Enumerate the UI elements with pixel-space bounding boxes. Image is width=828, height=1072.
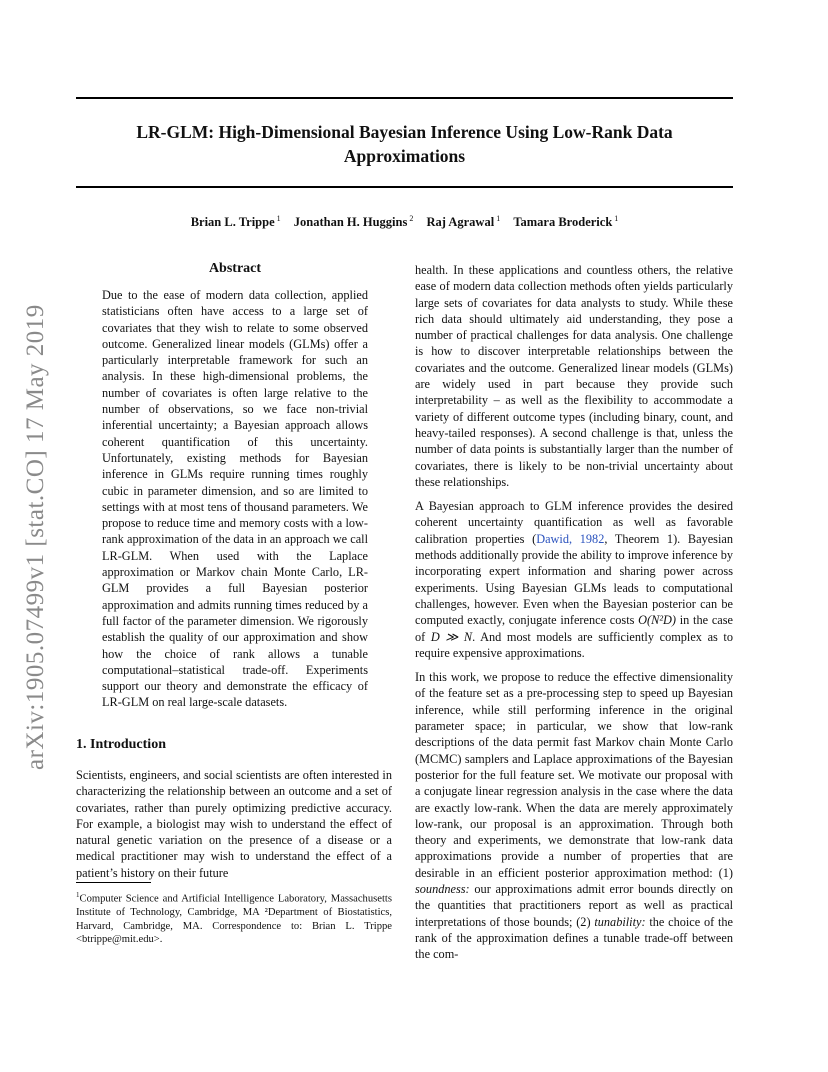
author-list bbox=[76, 214, 733, 230]
footnote-rule bbox=[76, 882, 151, 883]
arxiv-stamp: arXiv:1905.07499v1 [stat.CO] 17 May 2019 bbox=[22, 304, 49, 770]
section-heading-introduction: 1. Introduction bbox=[76, 737, 166, 752]
paper-title bbox=[76, 120, 733, 168]
title-rule-bottom bbox=[76, 186, 733, 188]
title-rule-top bbox=[76, 97, 733, 99]
math-condition: D ≫ N bbox=[430, 629, 473, 644]
title-line-2: Approximations bbox=[343, 146, 466, 166]
footnote-text: Computer Science and Artificial Intelligence Laboratory, Massachusetts Institute of Technology, Cambridge, MA ²Department of Biostatistics, Harvard, Cambridge, MA. Correspondence to: Brian L. Trippe <btrippe@mit.edu>. bbox=[76, 893, 392, 946]
emphasis-soundness: soundness: bbox=[415, 881, 470, 896]
math-complexity: O(N²D) bbox=[638, 613, 676, 628]
right-paragraph-1: health. In these applications and countless others, the relative ease of modern data collection methods often yields particularly large sets of covariates for data analysts to study. While these rich data should ultimately aid understanding, they pose a number of practical challenges for data analysis. One challenge is how to discover interpretable relationships between the covariates and the outcome. Generalized linear models (GLMs) are widely used in part because they provide such interpretability – as well as the flexibility to accommodate a variety of different outcome types (including binary, count, and heavy-tailed responses). A second challenge is that, unless the number of data points is substantially larger than the number of covariates, there is likely to be non-trivial uncertainty about these relationships. bbox=[415, 263, 733, 489]
author: Brian L. Trippe $^1$ bbox=[190, 214, 281, 230]
right-paragraph-3: In this work, we propose to reduce the effective dimensionality of the feature set as a pre-processing step to speed up Bayesian inference, while still performing inference in the original parameter space; in particular, we show that low-rank descriptions of the data permit fast Markov chain Monte Carlo (MCMC) samplers and Laplace approximations of the Bayesian posterior for the full feature set. We motivate our proposal with a conjugate linear regression analysis in the case where the data are exactly low-rank. When the data are merely approximately low-rank, our proposal is an approximation. Through both theory and experiments, we demonstrate that low-rank data approximations provide a number of properties that are desirable in an efficient posterior approximation method: (1) soundness: our approximations admit error bounds directly on the quantities that practitioners report as well as practical interpretations of those bounds; (2) tunability: the choice of the rank of the approximation defines a tunable trade-off between the com- bbox=[415, 670, 733, 962]
right-paragraph-2: A Bayesian approach to GLM inference provides the desired coherent uncertainty quantification as well as favorable calibration properties (Dawid, 1982, Theorem 1). Bayesian methods additionally provide the ability to improve inference by incorporating expert information and sharing power across experiments. Using Bayesian GLMs leads to computational challenges, however. Even when the Bayesian posterior can be computed exactly, conjugate inference costs O(N²D) in the case of D ≫ N. And most models are sufficiently complex as to require expensive approximations. bbox=[415, 499, 733, 660]
footnote bbox=[76, 889, 392, 947]
citation-link[interactable]: Dawid, 1982 bbox=[536, 531, 605, 546]
intro-paragraph: Scientists, engineers, and social scientists are often interested in characterizing the relationship between an outcome and a set of covariates, rather than purely optimizing predictive accuracy. For example, a biologist may wish to understand the effect of natural genetic variation on the presence of a disease or a medical practitioner may wish to understand the effect of a patient’s history on their future bbox=[76, 768, 392, 880]
author: Tamara Broderick $^1$ bbox=[513, 214, 619, 230]
footnote-mark: 1 bbox=[76, 891, 80, 899]
abstract-body: Due to the ease of modern data collection, applied statisticians often have access to a large set of covariates that they wish to relate to some observed outcome. Generalized linear models (GLMs) offer a particularly interpretable framework for such an analysis. In these high-dimensional problems, the number of covariates is often large relative to the number of observations, so we face non-trivial inferential uncertainty; a Bayesian approach allows coherent quantification of this uncertainty. Unfortunately, existing methods for Bayesian inference in GLMs require running times roughly cubic in parameter dimension, and so are limited to settings with at most tens of thousand parameters. We propose to reduce time and memory costs with a low-rank approximation of the data in an approach we call LR-GLM. When used with the Laplace approximation or Markov chain Monte Carlo, LR-GLM provides a full Bayesian posterior approximation and admits running times reduced by a full factor of the parameter dimension. We rigorously establish the quality of our approximation and show how the choice of rank allows a tunable computational–statistical trade-off. Experiments support our theory and demonstrate the efficacy of LR-GLM on real large-scale datasets. bbox=[102, 288, 368, 710]
author: Jonathan H. Huggins $^2$ bbox=[293, 214, 414, 230]
right-column bbox=[415, 262, 733, 970]
title-line-1: LR-GLM: High-Dimensional Bayesian Inference Using Low-Rank Data bbox=[136, 122, 673, 142]
author: Raj Agrawal $^1$ bbox=[426, 214, 501, 230]
abstract-heading: Abstract bbox=[208, 261, 262, 276]
emphasis-tunability: tunability: bbox=[594, 914, 646, 929]
